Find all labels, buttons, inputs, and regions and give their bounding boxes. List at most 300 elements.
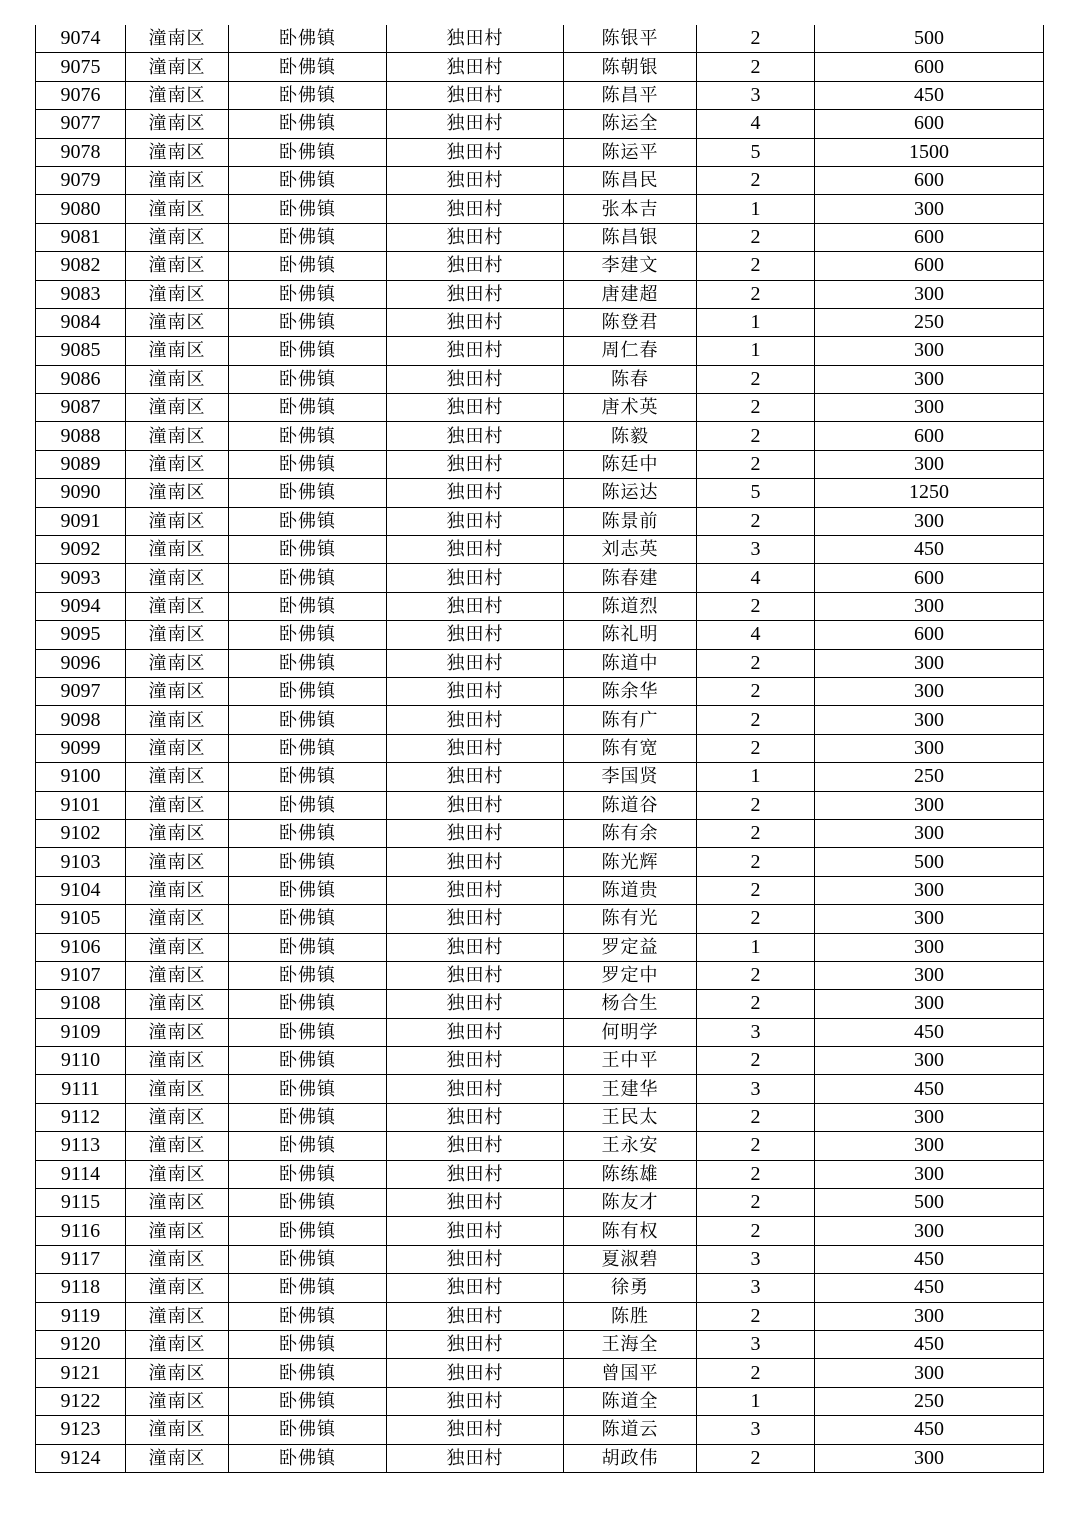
town-cell: 卧佛镇 bbox=[229, 1160, 387, 1188]
village-cell: 独田村 bbox=[387, 763, 564, 791]
name-cell: 陈练雄 bbox=[564, 1160, 697, 1188]
district-cell: 潼南区 bbox=[126, 1444, 229, 1472]
household-size-cell: 2 bbox=[697, 848, 815, 876]
row-number-cell: 9114 bbox=[36, 1160, 126, 1188]
amount-cell: 300 bbox=[815, 876, 1044, 904]
name-cell: 李国贤 bbox=[564, 763, 697, 791]
district-cell: 潼南区 bbox=[126, 536, 229, 564]
row-number-cell: 9121 bbox=[36, 1359, 126, 1387]
row-number-cell: 9097 bbox=[36, 677, 126, 705]
town-cell: 卧佛镇 bbox=[229, 536, 387, 564]
row-number-cell: 9079 bbox=[36, 166, 126, 194]
row-number-cell: 9081 bbox=[36, 223, 126, 251]
row-number-cell: 9074 bbox=[36, 25, 126, 53]
village-cell: 独田村 bbox=[387, 53, 564, 81]
amount-cell: 300 bbox=[815, 365, 1044, 393]
town-cell: 卧佛镇 bbox=[229, 649, 387, 677]
table-row bbox=[36, 422, 1044, 450]
row-number-cell: 9077 bbox=[36, 110, 126, 138]
district-cell: 潼南区 bbox=[126, 280, 229, 308]
household-size-cell: 1 bbox=[697, 195, 815, 223]
town-cell: 卧佛镇 bbox=[229, 138, 387, 166]
table-row bbox=[36, 53, 1044, 81]
village-cell: 独田村 bbox=[387, 479, 564, 507]
household-size-cell: 2 bbox=[697, 706, 815, 734]
district-cell: 潼南区 bbox=[126, 706, 229, 734]
district-cell: 潼南区 bbox=[126, 819, 229, 847]
name-cell: 唐术英 bbox=[564, 394, 697, 422]
name-cell: 王民太 bbox=[564, 1103, 697, 1131]
village-cell: 独田村 bbox=[387, 564, 564, 592]
amount-cell: 1250 bbox=[815, 479, 1044, 507]
table-row bbox=[36, 819, 1044, 847]
district-cell: 潼南区 bbox=[126, 1047, 229, 1075]
name-cell: 陈礼明 bbox=[564, 621, 697, 649]
name-cell: 陈道烈 bbox=[564, 592, 697, 620]
district-cell: 潼南区 bbox=[126, 649, 229, 677]
village-cell: 独田村 bbox=[387, 110, 564, 138]
table-row bbox=[36, 763, 1044, 791]
row-number-cell: 9119 bbox=[36, 1302, 126, 1330]
village-cell: 独田村 bbox=[387, 961, 564, 989]
amount-cell: 300 bbox=[815, 394, 1044, 422]
district-cell: 潼南区 bbox=[126, 1018, 229, 1046]
household-size-cell: 2 bbox=[697, 166, 815, 194]
district-cell: 潼南区 bbox=[126, 990, 229, 1018]
name-cell: 陈道中 bbox=[564, 649, 697, 677]
household-size-cell: 2 bbox=[697, 223, 815, 251]
row-number-cell: 9099 bbox=[36, 734, 126, 762]
village-cell: 独田村 bbox=[387, 1189, 564, 1217]
district-cell: 潼南区 bbox=[126, 1416, 229, 1444]
table-row bbox=[36, 1018, 1044, 1046]
village-cell: 独田村 bbox=[387, 252, 564, 280]
name-cell: 唐建超 bbox=[564, 280, 697, 308]
village-cell: 独田村 bbox=[387, 1387, 564, 1415]
household-size-cell: 3 bbox=[697, 1075, 815, 1103]
village-cell: 独田村 bbox=[387, 365, 564, 393]
table-row bbox=[36, 905, 1044, 933]
district-cell: 潼南区 bbox=[126, 905, 229, 933]
amount-cell: 300 bbox=[815, 450, 1044, 478]
row-number-cell: 9100 bbox=[36, 763, 126, 791]
district-cell: 潼南区 bbox=[126, 223, 229, 251]
town-cell: 卧佛镇 bbox=[229, 507, 387, 535]
district-cell: 潼南区 bbox=[126, 1245, 229, 1273]
row-number-cell: 9110 bbox=[36, 1047, 126, 1075]
town-cell: 卧佛镇 bbox=[229, 621, 387, 649]
name-cell: 陈有光 bbox=[564, 905, 697, 933]
village-cell: 独田村 bbox=[387, 450, 564, 478]
district-cell: 潼南区 bbox=[126, 734, 229, 762]
town-cell: 卧佛镇 bbox=[229, 990, 387, 1018]
row-number-cell: 9080 bbox=[36, 195, 126, 223]
row-number-cell: 9093 bbox=[36, 564, 126, 592]
table-row bbox=[36, 308, 1044, 336]
household-size-cell: 2 bbox=[697, 450, 815, 478]
town-cell: 卧佛镇 bbox=[229, 592, 387, 620]
town-cell: 卧佛镇 bbox=[229, 394, 387, 422]
district-cell: 潼南区 bbox=[126, 763, 229, 791]
town-cell: 卧佛镇 bbox=[229, 195, 387, 223]
table-row bbox=[36, 1416, 1044, 1444]
name-cell: 陈余华 bbox=[564, 677, 697, 705]
amount-cell: 300 bbox=[815, 819, 1044, 847]
row-number-cell: 9089 bbox=[36, 450, 126, 478]
district-cell: 潼南区 bbox=[126, 1387, 229, 1415]
district-cell: 潼南区 bbox=[126, 621, 229, 649]
name-cell: 陈登君 bbox=[564, 308, 697, 336]
name-cell: 陈有宽 bbox=[564, 734, 697, 762]
row-number-cell: 9088 bbox=[36, 422, 126, 450]
row-number-cell: 9098 bbox=[36, 706, 126, 734]
town-cell: 卧佛镇 bbox=[229, 280, 387, 308]
district-cell: 潼南区 bbox=[126, 791, 229, 819]
row-number-cell: 9102 bbox=[36, 819, 126, 847]
village-cell: 独田村 bbox=[387, 1103, 564, 1131]
town-cell: 卧佛镇 bbox=[229, 1132, 387, 1160]
village-cell: 独田村 bbox=[387, 1330, 564, 1358]
amount-cell: 300 bbox=[815, 990, 1044, 1018]
table-row bbox=[36, 791, 1044, 819]
table-row bbox=[36, 536, 1044, 564]
village-cell: 独田村 bbox=[387, 25, 564, 53]
amount-cell: 300 bbox=[815, 280, 1044, 308]
table-row bbox=[36, 1189, 1044, 1217]
town-cell: 卧佛镇 bbox=[229, 1245, 387, 1273]
name-cell: 王海全 bbox=[564, 1330, 697, 1358]
amount-cell: 300 bbox=[815, 649, 1044, 677]
household-size-cell: 2 bbox=[697, 1132, 815, 1160]
village-cell: 独田村 bbox=[387, 1274, 564, 1302]
household-size-cell: 3 bbox=[697, 536, 815, 564]
village-cell: 独田村 bbox=[387, 166, 564, 194]
household-size-cell: 2 bbox=[697, 280, 815, 308]
name-cell: 何明学 bbox=[564, 1018, 697, 1046]
district-cell: 潼南区 bbox=[126, 308, 229, 336]
household-size-cell: 2 bbox=[697, 1189, 815, 1217]
amount-cell: 600 bbox=[815, 110, 1044, 138]
row-number-cell: 9094 bbox=[36, 592, 126, 620]
village-cell: 独田村 bbox=[387, 507, 564, 535]
town-cell: 卧佛镇 bbox=[229, 819, 387, 847]
village-cell: 独田村 bbox=[387, 649, 564, 677]
village-cell: 独田村 bbox=[387, 933, 564, 961]
table-row bbox=[36, 961, 1044, 989]
amount-cell: 450 bbox=[815, 1330, 1044, 1358]
district-cell: 潼南区 bbox=[126, 507, 229, 535]
household-size-cell: 2 bbox=[697, 649, 815, 677]
table-row bbox=[36, 1245, 1044, 1273]
household-size-cell: 3 bbox=[697, 1245, 815, 1273]
district-cell: 潼南区 bbox=[126, 422, 229, 450]
household-size-cell: 2 bbox=[697, 791, 815, 819]
row-number-cell: 9122 bbox=[36, 1387, 126, 1415]
town-cell: 卧佛镇 bbox=[229, 1444, 387, 1472]
village-cell: 独田村 bbox=[387, 81, 564, 109]
table-row bbox=[36, 394, 1044, 422]
amount-cell: 600 bbox=[815, 621, 1044, 649]
town-cell: 卧佛镇 bbox=[229, 905, 387, 933]
name-cell: 王建华 bbox=[564, 1075, 697, 1103]
village-cell: 独田村 bbox=[387, 1245, 564, 1273]
district-cell: 潼南区 bbox=[126, 1160, 229, 1188]
household-size-cell: 2 bbox=[697, 25, 815, 53]
village-cell: 独田村 bbox=[387, 422, 564, 450]
row-number-cell: 9084 bbox=[36, 308, 126, 336]
town-cell: 卧佛镇 bbox=[229, 876, 387, 904]
table-row bbox=[36, 223, 1044, 251]
name-cell: 陈昌民 bbox=[564, 166, 697, 194]
row-number-cell: 9095 bbox=[36, 621, 126, 649]
amount-cell: 300 bbox=[815, 905, 1044, 933]
household-size-cell: 5 bbox=[697, 138, 815, 166]
district-cell: 潼南区 bbox=[126, 166, 229, 194]
table-row bbox=[36, 280, 1044, 308]
table-row bbox=[36, 1217, 1044, 1245]
household-size-cell: 2 bbox=[697, 1103, 815, 1131]
household-size-cell: 1 bbox=[697, 933, 815, 961]
town-cell: 卧佛镇 bbox=[229, 1075, 387, 1103]
table-row bbox=[36, 138, 1044, 166]
table-row bbox=[36, 1132, 1044, 1160]
amount-cell: 300 bbox=[815, 677, 1044, 705]
name-cell: 陈道全 bbox=[564, 1387, 697, 1415]
town-cell: 卧佛镇 bbox=[229, 223, 387, 251]
row-number-cell: 9106 bbox=[36, 933, 126, 961]
amount-cell: 450 bbox=[815, 1245, 1044, 1273]
name-cell: 陈道云 bbox=[564, 1416, 697, 1444]
row-number-cell: 9083 bbox=[36, 280, 126, 308]
town-cell: 卧佛镇 bbox=[229, 961, 387, 989]
district-cell: 潼南区 bbox=[126, 1359, 229, 1387]
table-row bbox=[36, 507, 1044, 535]
village-cell: 独田村 bbox=[387, 677, 564, 705]
household-size-cell: 2 bbox=[697, 1444, 815, 1472]
household-size-cell: 2 bbox=[697, 507, 815, 535]
amount-cell: 300 bbox=[815, 791, 1044, 819]
village-cell: 独田村 bbox=[387, 280, 564, 308]
district-cell: 潼南区 bbox=[126, 25, 229, 53]
row-number-cell: 9076 bbox=[36, 81, 126, 109]
village-cell: 独田村 bbox=[387, 621, 564, 649]
amount-cell: 300 bbox=[815, 1444, 1044, 1472]
town-cell: 卧佛镇 bbox=[229, 933, 387, 961]
village-cell: 独田村 bbox=[387, 592, 564, 620]
table-row bbox=[36, 592, 1044, 620]
amount-cell: 300 bbox=[815, 1132, 1044, 1160]
table-row bbox=[36, 1160, 1044, 1188]
name-cell: 李建文 bbox=[564, 252, 697, 280]
village-cell: 独田村 bbox=[387, 1302, 564, 1330]
district-cell: 潼南区 bbox=[126, 961, 229, 989]
village-cell: 独田村 bbox=[387, 905, 564, 933]
district-cell: 潼南区 bbox=[126, 1302, 229, 1330]
table-row bbox=[36, 110, 1044, 138]
district-cell: 潼南区 bbox=[126, 564, 229, 592]
amount-cell: 250 bbox=[815, 308, 1044, 336]
town-cell: 卧佛镇 bbox=[229, 1018, 387, 1046]
household-size-cell: 4 bbox=[697, 564, 815, 592]
town-cell: 卧佛镇 bbox=[229, 25, 387, 53]
village-cell: 独田村 bbox=[387, 1444, 564, 1472]
household-size-cell: 5 bbox=[697, 479, 815, 507]
household-size-cell: 2 bbox=[697, 1217, 815, 1245]
district-cell: 潼南区 bbox=[126, 394, 229, 422]
district-cell: 潼南区 bbox=[126, 1189, 229, 1217]
town-cell: 卧佛镇 bbox=[229, 53, 387, 81]
table-row bbox=[36, 848, 1044, 876]
name-cell: 胡政伟 bbox=[564, 1444, 697, 1472]
row-number-cell: 9078 bbox=[36, 138, 126, 166]
table-row bbox=[36, 933, 1044, 961]
town-cell: 卧佛镇 bbox=[229, 166, 387, 194]
table-row bbox=[36, 706, 1044, 734]
row-number-cell: 9082 bbox=[36, 252, 126, 280]
district-cell: 潼南区 bbox=[126, 677, 229, 705]
town-cell: 卧佛镇 bbox=[229, 479, 387, 507]
amount-cell: 1500 bbox=[815, 138, 1044, 166]
district-cell: 潼南区 bbox=[126, 1103, 229, 1131]
village-cell: 独田村 bbox=[387, 1160, 564, 1188]
town-cell: 卧佛镇 bbox=[229, 81, 387, 109]
amount-cell: 300 bbox=[815, 1160, 1044, 1188]
row-number-cell: 9123 bbox=[36, 1416, 126, 1444]
district-cell: 潼南区 bbox=[126, 138, 229, 166]
district-cell: 潼南区 bbox=[126, 365, 229, 393]
name-cell: 陈银平 bbox=[564, 25, 697, 53]
village-cell: 独田村 bbox=[387, 1359, 564, 1387]
household-size-cell: 2 bbox=[697, 592, 815, 620]
table-row bbox=[36, 1444, 1044, 1472]
household-size-cell: 2 bbox=[697, 1359, 815, 1387]
row-number-cell: 9113 bbox=[36, 1132, 126, 1160]
district-cell: 潼南区 bbox=[126, 1132, 229, 1160]
village-cell: 独田村 bbox=[387, 138, 564, 166]
village-cell: 独田村 bbox=[387, 791, 564, 819]
village-cell: 独田村 bbox=[387, 734, 564, 762]
name-cell: 罗定中 bbox=[564, 961, 697, 989]
village-cell: 独田村 bbox=[387, 1416, 564, 1444]
town-cell: 卧佛镇 bbox=[229, 791, 387, 819]
table-row bbox=[36, 1047, 1044, 1075]
table-row bbox=[36, 677, 1044, 705]
row-number-cell: 9096 bbox=[36, 649, 126, 677]
name-cell: 陈运平 bbox=[564, 138, 697, 166]
row-number-cell: 9120 bbox=[36, 1330, 126, 1358]
town-cell: 卧佛镇 bbox=[229, 1189, 387, 1217]
village-cell: 独田村 bbox=[387, 876, 564, 904]
household-size-cell: 1 bbox=[697, 308, 815, 336]
household-size-cell: 1 bbox=[697, 763, 815, 791]
household-size-cell: 3 bbox=[697, 1416, 815, 1444]
amount-cell: 500 bbox=[815, 848, 1044, 876]
district-cell: 潼南区 bbox=[126, 479, 229, 507]
row-number-cell: 9103 bbox=[36, 848, 126, 876]
name-cell: 陈毅 bbox=[564, 422, 697, 450]
town-cell: 卧佛镇 bbox=[229, 1302, 387, 1330]
table-row bbox=[36, 649, 1044, 677]
name-cell: 陈道谷 bbox=[564, 791, 697, 819]
row-number-cell: 9116 bbox=[36, 1217, 126, 1245]
amount-cell: 300 bbox=[815, 1302, 1044, 1330]
row-number-cell: 9117 bbox=[36, 1245, 126, 1273]
amount-cell: 300 bbox=[815, 337, 1044, 365]
amount-cell: 600 bbox=[815, 422, 1044, 450]
table-row bbox=[36, 621, 1044, 649]
amount-cell: 450 bbox=[815, 1416, 1044, 1444]
household-size-cell: 2 bbox=[697, 252, 815, 280]
household-size-cell: 2 bbox=[697, 990, 815, 1018]
household-size-cell: 1 bbox=[697, 337, 815, 365]
name-cell: 陈胜 bbox=[564, 1302, 697, 1330]
table-row bbox=[36, 1387, 1044, 1415]
district-cell: 潼南区 bbox=[126, 876, 229, 904]
row-number-cell: 9124 bbox=[36, 1444, 126, 1472]
district-cell: 潼南区 bbox=[126, 195, 229, 223]
row-number-cell: 9105 bbox=[36, 905, 126, 933]
town-cell: 卧佛镇 bbox=[229, 422, 387, 450]
household-size-cell: 3 bbox=[697, 81, 815, 109]
row-number-cell: 9109 bbox=[36, 1018, 126, 1046]
name-cell: 陈昌银 bbox=[564, 223, 697, 251]
household-size-cell: 1 bbox=[697, 1387, 815, 1415]
name-cell: 陈春建 bbox=[564, 564, 697, 592]
name-cell: 陈道贵 bbox=[564, 876, 697, 904]
amount-cell: 300 bbox=[815, 592, 1044, 620]
amount-cell: 300 bbox=[815, 1103, 1044, 1131]
name-cell: 周仁春 bbox=[564, 337, 697, 365]
table-row bbox=[36, 195, 1044, 223]
town-cell: 卧佛镇 bbox=[229, 252, 387, 280]
amount-cell: 300 bbox=[815, 706, 1044, 734]
row-number-cell: 9118 bbox=[36, 1274, 126, 1302]
town-cell: 卧佛镇 bbox=[229, 734, 387, 762]
household-size-cell: 2 bbox=[697, 1302, 815, 1330]
table-row bbox=[36, 1103, 1044, 1131]
row-number-cell: 9087 bbox=[36, 394, 126, 422]
amount-cell: 250 bbox=[815, 1387, 1044, 1415]
amount-cell: 450 bbox=[815, 536, 1044, 564]
table-row bbox=[36, 990, 1044, 1018]
village-cell: 独田村 bbox=[387, 848, 564, 876]
name-cell: 罗定益 bbox=[564, 933, 697, 961]
table-row bbox=[36, 1302, 1044, 1330]
row-number-cell: 9108 bbox=[36, 990, 126, 1018]
village-cell: 独田村 bbox=[387, 223, 564, 251]
name-cell: 陈廷中 bbox=[564, 450, 697, 478]
household-size-cell: 3 bbox=[697, 1274, 815, 1302]
village-cell: 独田村 bbox=[387, 195, 564, 223]
row-number-cell: 9101 bbox=[36, 791, 126, 819]
row-number-cell: 9075 bbox=[36, 53, 126, 81]
village-cell: 独田村 bbox=[387, 1075, 564, 1103]
name-cell: 王中平 bbox=[564, 1047, 697, 1075]
district-cell: 潼南区 bbox=[126, 1217, 229, 1245]
name-cell: 曾国平 bbox=[564, 1359, 697, 1387]
town-cell: 卧佛镇 bbox=[229, 1103, 387, 1131]
name-cell: 陈有权 bbox=[564, 1217, 697, 1245]
amount-cell: 600 bbox=[815, 564, 1044, 592]
name-cell: 陈景前 bbox=[564, 507, 697, 535]
amount-cell: 500 bbox=[815, 25, 1044, 53]
village-cell: 独田村 bbox=[387, 819, 564, 847]
table-row bbox=[36, 450, 1044, 478]
row-number-cell: 9107 bbox=[36, 961, 126, 989]
name-cell: 徐勇 bbox=[564, 1274, 697, 1302]
name-cell: 王永安 bbox=[564, 1132, 697, 1160]
town-cell: 卧佛镇 bbox=[229, 1274, 387, 1302]
